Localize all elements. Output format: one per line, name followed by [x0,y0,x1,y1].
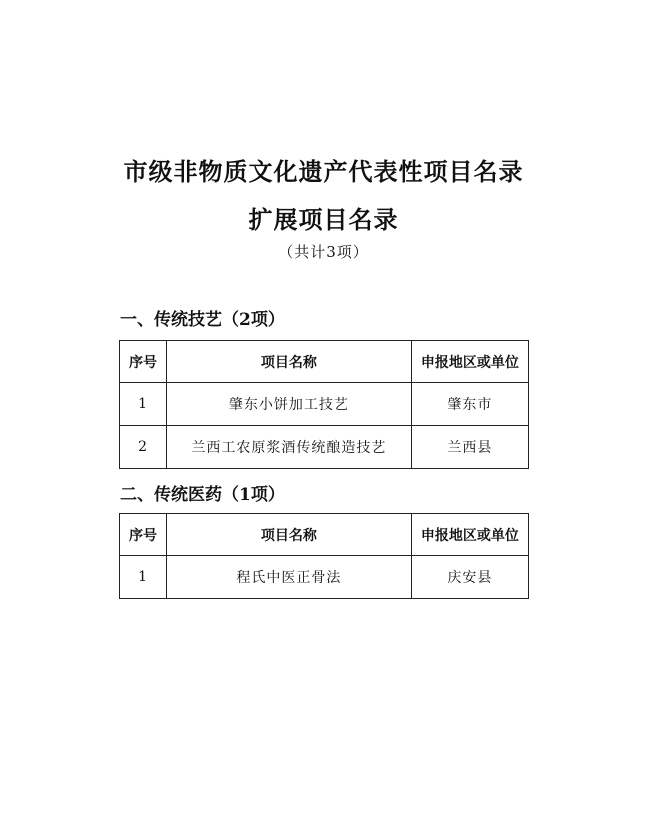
row-index: 2 [120,426,167,469]
header-project-name: 项目名称 [167,514,412,556]
item-count-note: （共计3项） [278,243,369,261]
table-header-row [120,514,529,556]
section-title-traditional-medicine: 二、传统医药（1项） [120,485,285,505]
row-project-name: 兰西工农原浆酒传统酿造技艺 [167,426,412,469]
header-index: 序号 [120,341,167,383]
table-row [120,426,529,469]
row-unit: 庆安县 [411,556,528,599]
document-subtitle-title: 扩展项目名录 [248,205,399,234]
table-row [120,556,529,599]
row-project-name: 肇东小饼加工技艺 [167,383,412,426]
header-project-name: 项目名称 [167,341,412,383]
row-project-name: 程氏中医正骨法 [167,556,412,599]
document-title: 市级非物质文化遗产代表性项目名录 [123,157,524,186]
row-index: 1 [120,383,167,426]
row-unit: 肇东市 [411,383,528,426]
table-row [120,383,529,426]
row-unit: 兰西县 [411,426,528,469]
header-unit: 申报地区或单位 [411,514,528,556]
header-index: 序号 [120,514,167,556]
row-index: 1 [120,556,167,599]
section-title-traditional-crafts: 一、传统技艺（2项） [120,310,285,330]
header-unit: 申报地区或单位 [411,341,528,383]
medicine-table [119,513,529,599]
crafts-table [119,340,529,469]
table-header-row [120,341,529,383]
